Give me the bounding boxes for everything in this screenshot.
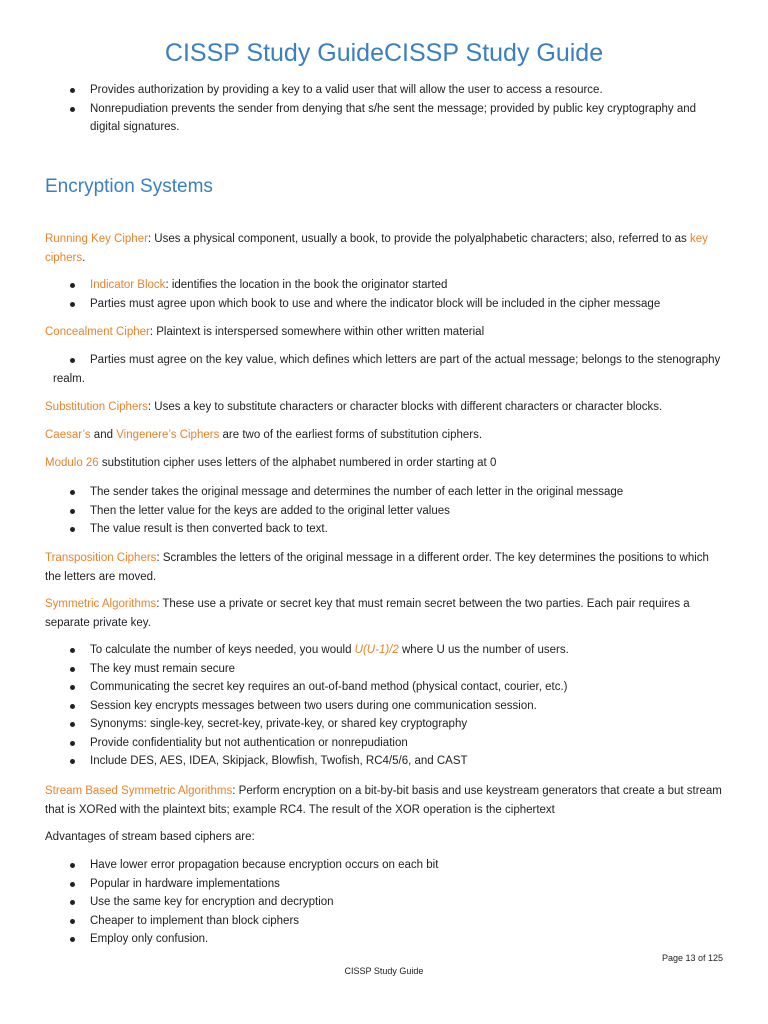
list-item: Have lower error propagation because encryption occurs on each bit [45,856,725,875]
term-vingeneres-ciphers: Vingenere’s Ciphers [116,429,220,441]
list-item: The key must remain secure [45,660,725,679]
advantages-bullet-list [45,856,725,949]
list-item: Popular in hardware implementations [45,875,725,894]
symmetric-bullet-list [45,641,725,771]
paragraph-text: : Uses a physical component, usually a book, to provide the polyalphabetic characters; also, referred to as [147,233,690,245]
list-item: Include DES, AES, IDEA, Skipjack, Blowfish, Twofish, RC4/5/6, and CAST [45,752,725,771]
list-item-text: To calculate the number of keys needed, you would [90,644,355,656]
list-item: Communicating the secret key requires an out-of-band method (physical contact, courier, etc.) [45,678,725,697]
paragraph-text: : Uses a key to substitute characters or character blocks with different characters or character blocks. [147,401,663,413]
paragraph-text: : Scrambles the letters of the original message in a different order. The key determines the positions to which the letters are moved. [45,552,709,583]
paragraph-text: . [82,251,86,264]
paragraph-text: : Plaintext is interspersed somewhere within other written material [149,326,485,338]
section-heading: Encryption Systems [45,176,213,197]
modulo-paragraph [45,454,725,473]
term-key-ciphers: key ciphers [45,233,708,264]
intro-bullet-list [45,81,725,137]
paragraph-text: are two of the earliest forms of substitution ciphers. [219,429,483,441]
caesar-paragraph [45,426,725,445]
term-concealment-cipher: Concealment Cipher [45,326,150,338]
list-item-text: : identifies the location in the book the originator started [165,279,448,291]
advantages-intro: Advantages of stream based ciphers are: [45,831,255,843]
list-item: Use the same key for encryption and decryption [45,893,725,912]
list-item: Parties must agree upon which book to use and where the indicator block will be included in the cipher message [45,295,725,314]
term-stream-based-symmetric-algorithms: Stream Based Symmetric Algorithms [45,785,233,797]
list-item [45,276,725,295]
list-item: The value result is then converted back to text. [45,520,725,539]
list-item: Employ only confusion. [45,930,725,949]
page-number: Page 13 of 125 [661,953,723,963]
symmetric-paragraph [45,595,725,632]
term-modulo-26: Modulo 26 [45,457,99,469]
list-item-text: where U us the number of users. [398,644,569,656]
list-item: Nonrepudiation prevents the sender from denying that s/he sent the message; provided by public key cryptography and digital signatures. [45,100,725,137]
page-footer: CISSP Study Guide [344,966,424,976]
concealment-paragraph [45,323,725,342]
term-substitution-ciphers: Substitution Ciphers [45,401,148,413]
page-title: CISSP Study GuideCISSP Study Guide [164,39,604,67]
list-item: Parties must agree on the key value, which defines which letters are part of the actual message; belongs to the stenography realm. [45,351,725,388]
term-symmetric-algorithms: Symmetric Algorithms [45,598,157,610]
list-item: Then the letter value for the keys are added to the original letter values [45,502,725,521]
list-item: Provide confidentiality but not authentication or nonrepudiation [45,734,725,753]
running-key-bullet-list [45,276,725,313]
paragraph-text: and [90,429,117,441]
paragraph-text: substitution cipher uses letters of the alphabet numbered in order starting at 0 [98,457,497,469]
term-caesars: Caesar’s [45,429,91,441]
list-item [45,641,725,660]
stream-paragraph [45,782,725,819]
term-transposition-ciphers: Transposition Ciphers [45,552,157,564]
concealment-bullet-list [45,351,725,388]
transposition-paragraph [45,549,725,586]
modulo-bullet-list [45,483,725,539]
list-item: Cheaper to implement than block ciphers [45,912,725,931]
substitution-paragraph [45,398,725,417]
term-running-key-cipher: Running Key Cipher [45,233,148,245]
formula-keys-needed: U(U-1)/2 [354,644,399,656]
list-item: Provides authorization by providing a key to a valid user that will allow the user to access a resource. [45,81,725,100]
list-item: The sender takes the original message and determines the number of each letter in the original message [45,483,725,502]
list-item: Session key encrypts messages between two users during one communication session. [45,697,725,716]
list-item: Synonyms: single-key, secret-key, private-key, or shared key cryptography [45,715,725,734]
paragraph-text: : Perform encryption on a bit-by-bit basis and use keystream generators that create a but stream that is XORed with the plaintext bits; example RC4. The result of the XOR operation is the ciphertext [45,785,722,816]
running-key-paragraph [45,230,725,267]
term-indicator-block: Indicator Block [90,279,166,291]
paragraph-text: : These use a private or secret key that must remain secret between the two parties. Each pair requires a separate private key. [45,598,690,629]
